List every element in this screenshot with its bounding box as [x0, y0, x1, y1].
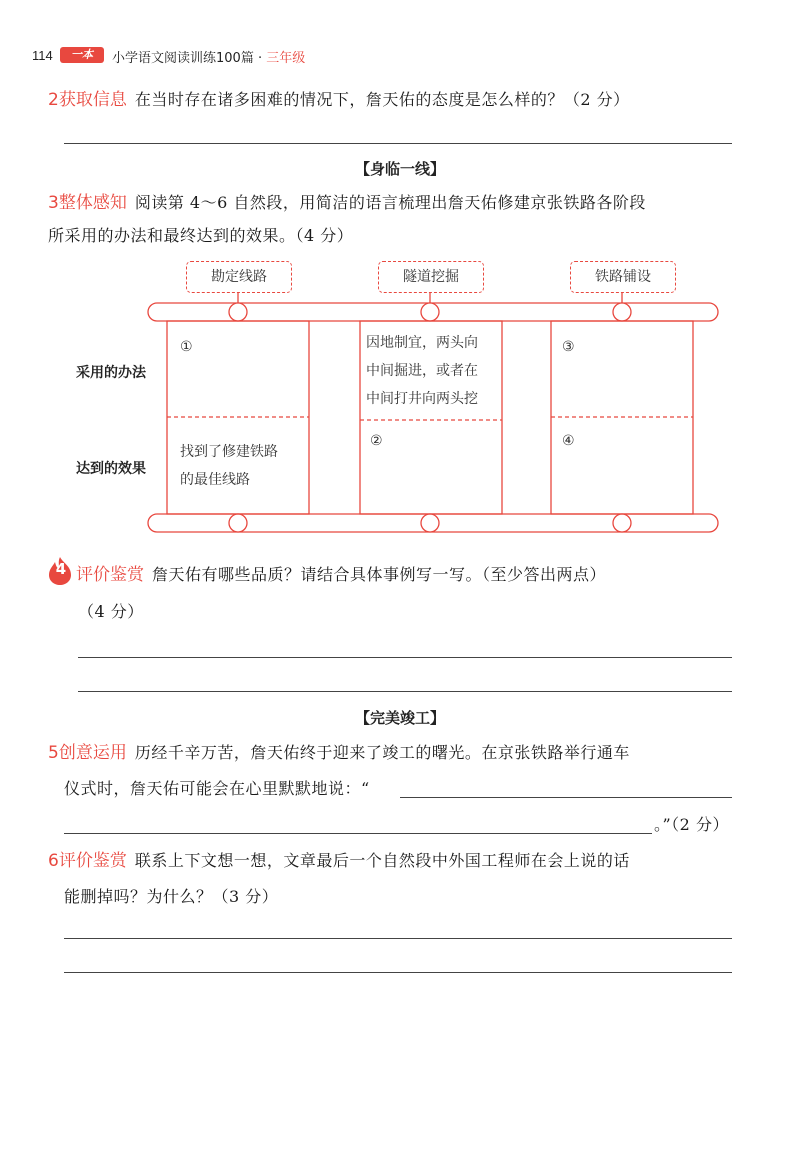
- question-6-line2: [64, 883, 278, 911]
- question-tag: 整体感知: [58, 193, 127, 213]
- answer-line[interactable]: [400, 797, 732, 798]
- survey-method-blank[interactable]: ①: [180, 339, 193, 355]
- grade-label: 三年级: [266, 51, 306, 66]
- question-text: 。”（2 分）: [654, 815, 729, 834]
- rail-bolt: [421, 303, 439, 321]
- rail-bolt: [229, 303, 247, 321]
- question-4: [76, 561, 606, 589]
- row-label-method: 采用的办法: [76, 365, 146, 381]
- track-effect-blank[interactable]: ④: [562, 433, 575, 449]
- question-3-line2: [48, 222, 353, 250]
- question-number: 2: [48, 90, 59, 110]
- question-tag: 获取信息: [58, 90, 127, 110]
- stage-box-tunnel: 隧道挖掘: [378, 261, 484, 293]
- question-text: 能删掉吗？为什么？（3 分）: [64, 887, 279, 906]
- rail-bolt: [421, 514, 439, 532]
- question-text: 仪式时，詹天佑可能会在心里默默地说：“: [64, 779, 370, 798]
- answer-line[interactable]: [64, 972, 732, 973]
- question-text: 阅读第 4～6 自然段，用简洁的语言梳理出詹天佑修建京张铁路各阶段: [134, 193, 646, 212]
- rail-bolt: [229, 514, 247, 532]
- tunnel-effect-blank[interactable]: ②: [370, 433, 383, 449]
- question-text: 所采用的办法和最终达到的效果。（4 分）: [48, 226, 354, 245]
- question-2: [48, 86, 630, 114]
- question-5-line3: [654, 811, 729, 839]
- page-number: 114: [32, 48, 53, 63]
- question-text: 詹天佑有哪些品质？请结合具体事例写一写。（至少答出两点）: [152, 565, 607, 584]
- section-heading: 【身临一线】: [354, 160, 445, 178]
- survey-effect-line1: 找到了修建铁路: [180, 444, 278, 460]
- survey-effect-line2: 的最佳线路: [180, 472, 250, 488]
- question-text: （4 分）: [78, 602, 144, 621]
- publisher-logo: 一本: [60, 47, 104, 63]
- book-title: [112, 47, 305, 66]
- book-title-text: 小学语文阅读训练100篇 ·: [112, 51, 267, 66]
- question-text: 联系上下文想一想，文章最后一个自然段中外国工程师在会上说的话: [134, 851, 630, 870]
- question-text: 在当时存在诸多困难的情况下，詹天佑的态度是怎么样的？（2 分）: [134, 90, 630, 109]
- row-label-effect: 达到的效果: [76, 461, 146, 477]
- question-tag: 创意运用: [58, 743, 127, 763]
- question-4-line2: [78, 598, 144, 626]
- question-3: [48, 189, 646, 217]
- tunnel-method-line3: 中间打井向两头挖: [366, 391, 478, 407]
- rail-bolt: [613, 514, 631, 532]
- stage-box-track: 铁路铺设: [570, 261, 676, 293]
- question-number: 6: [48, 851, 59, 871]
- rail-bolt: [613, 303, 631, 321]
- question-text: 历经千辛万苦，詹天佑终于迎来了竣工的曙光。在京张铁路举行通车: [134, 743, 630, 762]
- question-number: 3: [48, 193, 59, 213]
- question-tag: 评价鉴赏: [58, 851, 127, 871]
- answer-line[interactable]: [78, 691, 732, 692]
- question-5: [48, 739, 630, 767]
- question-number: 5: [48, 743, 59, 763]
- answer-line[interactable]: [78, 657, 732, 658]
- question-6: [48, 847, 630, 875]
- stage-box-survey: 勘定线路: [186, 261, 292, 293]
- question-tag: 评价鉴赏: [76, 565, 144, 585]
- answer-line[interactable]: [64, 143, 732, 144]
- track-method-blank[interactable]: ③: [562, 339, 575, 355]
- answer-line[interactable]: [64, 938, 732, 939]
- question-5-line2: [64, 775, 370, 803]
- tunnel-method-line1: 因地制宜，两头向: [366, 335, 478, 351]
- section-heading: 【完美竣工】: [354, 709, 445, 727]
- answer-line[interactable]: [64, 833, 652, 834]
- question-number: 4: [55, 560, 67, 578]
- tunnel-method-line2: 中间掘进，或者在: [366, 363, 478, 379]
